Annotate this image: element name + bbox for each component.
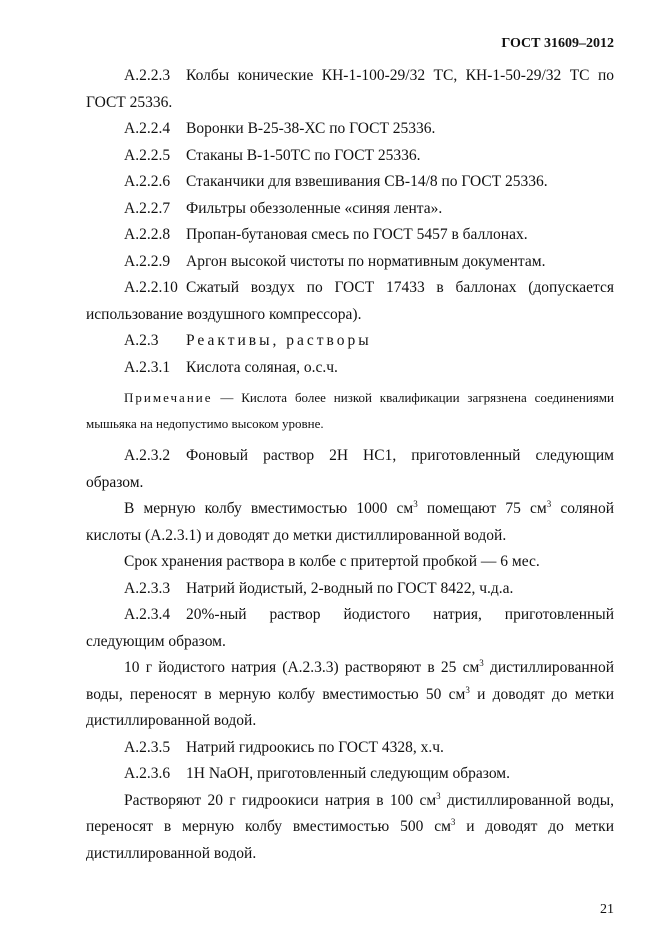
note <box>86 385 614 437</box>
clause-a226 <box>86 169 614 196</box>
clause-number: А.2.2.7 <box>124 199 171 217</box>
clause-number: А.2.2.10 <box>124 279 178 296</box>
clause-number: А.2.3.1 <box>124 358 171 376</box>
clause-number: А.2.3.6 <box>124 765 171 782</box>
clause-text: Стаканы В-1-50ТС по ГОСТ 25336. <box>186 146 421 164</box>
clause-number: А.2.3.2 <box>124 447 171 464</box>
clause-a234 <box>86 602 614 655</box>
clause-number: А.2.2.9 <box>124 252 171 270</box>
paragraph-a236-prep <box>86 788 614 868</box>
text-fragment: дистиллированной воды, переносят в мерную колбу вместимостью 50 см <box>86 659 614 703</box>
superscript: 3 <box>479 657 484 668</box>
superscript: 3 <box>546 498 552 509</box>
superscript: 3 <box>465 684 470 695</box>
text-fragment: В мерную колбу вместимостью 1000 см <box>124 500 414 517</box>
clause-text: Аргон высокой чистоты по нормативным документам. <box>186 252 546 270</box>
clause-a233 <box>86 576 614 603</box>
clause-a229 <box>86 249 614 276</box>
section-title: Реактивы, растворы <box>186 332 372 349</box>
clause-text: 20%-ный раствор йодистого натрия, приготовленный следующим образом. <box>86 606 614 650</box>
superscript: 3 <box>413 498 418 509</box>
clause-number: А.2.3.3 <box>124 579 171 597</box>
clause-a232 <box>86 443 614 496</box>
clause-text: Пропан-бутановая смесь по ГОСТ 5457 в баллонах. <box>186 226 528 243</box>
text-fragment: и доводят до метки дистиллированной водой. <box>86 818 614 862</box>
clause-number: А.2.2.3 <box>124 67 171 84</box>
text-fragment: соляной кислоты (А.2.3.1) и доводят до метки дистиллированной водой. <box>86 500 615 544</box>
clause-text: Воронки В-25-38-ХС по ГОСТ 25336. <box>186 120 436 137</box>
clause-text: 1Н NaOH, приготовленный следующим образом. <box>186 765 510 782</box>
clause-number: А.2.2.5 <box>124 146 171 164</box>
clause-number: А.2.2.8 <box>124 226 171 243</box>
clause-number: А.2.2.6 <box>124 173 171 190</box>
superscript: 3 <box>450 816 456 827</box>
clause-a2210 <box>86 275 614 328</box>
section-number: А.2.3 <box>124 332 159 349</box>
clause-text: Фильтры обеззоленные «синяя лента». <box>186 199 443 217</box>
clause-text: Сжатый воздух по ГОСТ 17433 в баллонах (допускается использование воздушного компрессора). <box>86 279 614 323</box>
standard-header: ГОСТ 31609–2012 <box>501 36 614 51</box>
clause-text: Колбы конические КН-1-100-29/32 ТС, КН-1-50-29/32 ТС по ГОСТ 25336. <box>86 67 614 111</box>
clause-text: Стаканчики для взвешивания СВ-14/8 по ГОСТ 25336. <box>186 173 548 190</box>
clause-number: А.2.3.4 <box>124 606 171 623</box>
clause-text: Натрий йодистый, 2-водный по ГОСТ 8422, ч.д.а. <box>186 579 514 597</box>
paragraph-a232-flask <box>86 496 614 549</box>
clause-a228 <box>86 222 614 249</box>
clause-a224 <box>86 116 614 143</box>
text-fragment: 10 г йодистого натрия (А.2.3.3) растворяют в 25 см <box>124 659 480 676</box>
page-number: 21 <box>600 902 614 917</box>
section-a23 <box>86 328 614 355</box>
superscript: 3 <box>436 790 441 801</box>
page-content <box>86 63 614 867</box>
clause-a227 <box>86 196 614 223</box>
clause-text: Фоновый раствор 2Н НС1, приготовленный следующим образом. <box>86 447 614 491</box>
clause-a225 <box>86 143 614 170</box>
text-fragment: Растворяют 20 г гидроокиси натрия в 100 см <box>124 791 437 809</box>
clause-a231 <box>86 355 614 382</box>
text-fragment: и доводят до метки дистиллированной водой. <box>86 685 615 729</box>
note-text: — Кислота более низкой квалификации загрязнена соединениями мышьяка на недопустимо высоком уровне. <box>86 390 614 431</box>
clause-a223 <box>86 63 614 116</box>
paragraph-a232-storage: Срок хранения раствора в колбе с притертой пробкой — 6 мес. <box>124 553 540 570</box>
clause-a236 <box>86 761 614 788</box>
clause-text: Кислота соляная, о.с.ч. <box>186 358 338 376</box>
clause-number: А.2.2.4 <box>124 120 171 137</box>
clause-a235 <box>86 735 614 762</box>
text-fragment: дистиллированной воды, переносят в мерную колбу вместимостью 500 см <box>86 791 614 835</box>
clause-number: А.2.3.5 <box>124 738 171 756</box>
paragraph-a234-prep <box>86 655 614 735</box>
text-fragment: помещают 75 см <box>417 500 547 517</box>
clause-text: Натрий гидроокись по ГОСТ 4328, х.ч. <box>186 738 444 756</box>
note-label: Примечание <box>124 390 213 405</box>
